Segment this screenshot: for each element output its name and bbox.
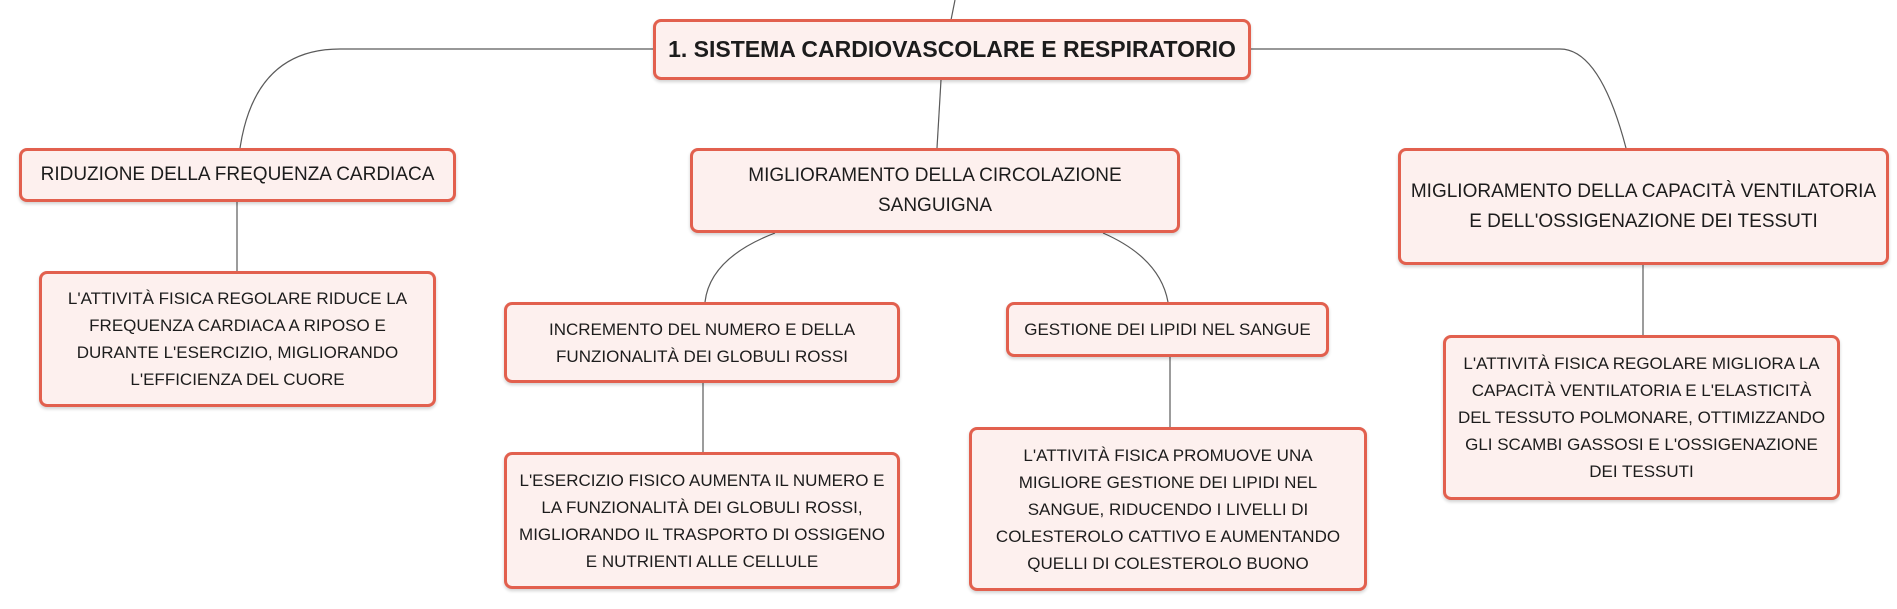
connector-root-to-topic-circulation [937,80,941,148]
connector-circulation-to-red-cells [705,233,775,302]
root-node[interactable]: 1. SISTEMA CARDIOVASCOLARE E RESPIRATORIO [653,19,1251,80]
connector-parent-stub [951,0,955,20]
topic-ventilation[interactable]: MIGLIORAMENTO DELLA CAPACITÀ VENTILATORIA E DELL'OSSIGENAZIONE DEI TESSUTI [1398,148,1889,265]
topic-circulation[interactable]: MIGLIORAMENTO DELLA CIRCOLAZIONE SANGUIGNA [690,148,1180,233]
connector-root-to-topic-ventilation [1249,49,1626,148]
detail-ventilation[interactable]: L'ATTIVITÀ FISICA REGOLARE MIGLIORA LA CAPACITÀ VENTILATORIA E L'ELASTICITÀ DEL TESSUTO POLMONARE, OTTIMIZZANDO GLI SCAMBI GASSOSI E L'OSSIGENAZIONE DEI TESSUTI [1443,335,1840,500]
detail-lipids[interactable]: L'ATTIVITÀ FISICA PROMUOVE UNA MIGLIORE GESTIONE DEI LIPIDI NEL SANGUE, RIDUCENDO I LIVELLI DI COLESTEROLO CATTIVO E AUMENTANDO QUELLI DI COLESTEROLO BUONO [969,427,1367,591]
detail-red-cells[interactable]: L'ESERCIZIO FISICO AUMENTA IL NUMERO E LA FUNZIONALITÀ DEI GLOBULI ROSSI, MIGLIORANDO IL TRASPORTO DI OSSIGENO E NUTRIENTI ALLE CELLULE [504,452,900,589]
connector-circulation-to-lipids [1103,233,1168,302]
detail-heart-rate[interactable]: L'ATTIVITÀ FISICA REGOLARE RIDUCE LA FREQUENZA CARDIACA A RIPOSO E DURANTE L'ESERCIZIO, MIGLIORANDO L'EFFICIENZA DEL CUORE [39,271,436,407]
topic-heart-rate[interactable]: RIDUZIONE DELLA FREQUENZA CARDIACA [19,148,456,202]
subtopic-lipids[interactable]: GESTIONE DEI LIPIDI NEL SANGUE [1006,302,1329,357]
subtopic-red-cells[interactable]: INCREMENTO DEL NUMERO E DELLA FUNZIONALITÀ DEI GLOBULI ROSSI [504,302,900,383]
connector-root-to-topic-heart-rate [240,49,653,148]
